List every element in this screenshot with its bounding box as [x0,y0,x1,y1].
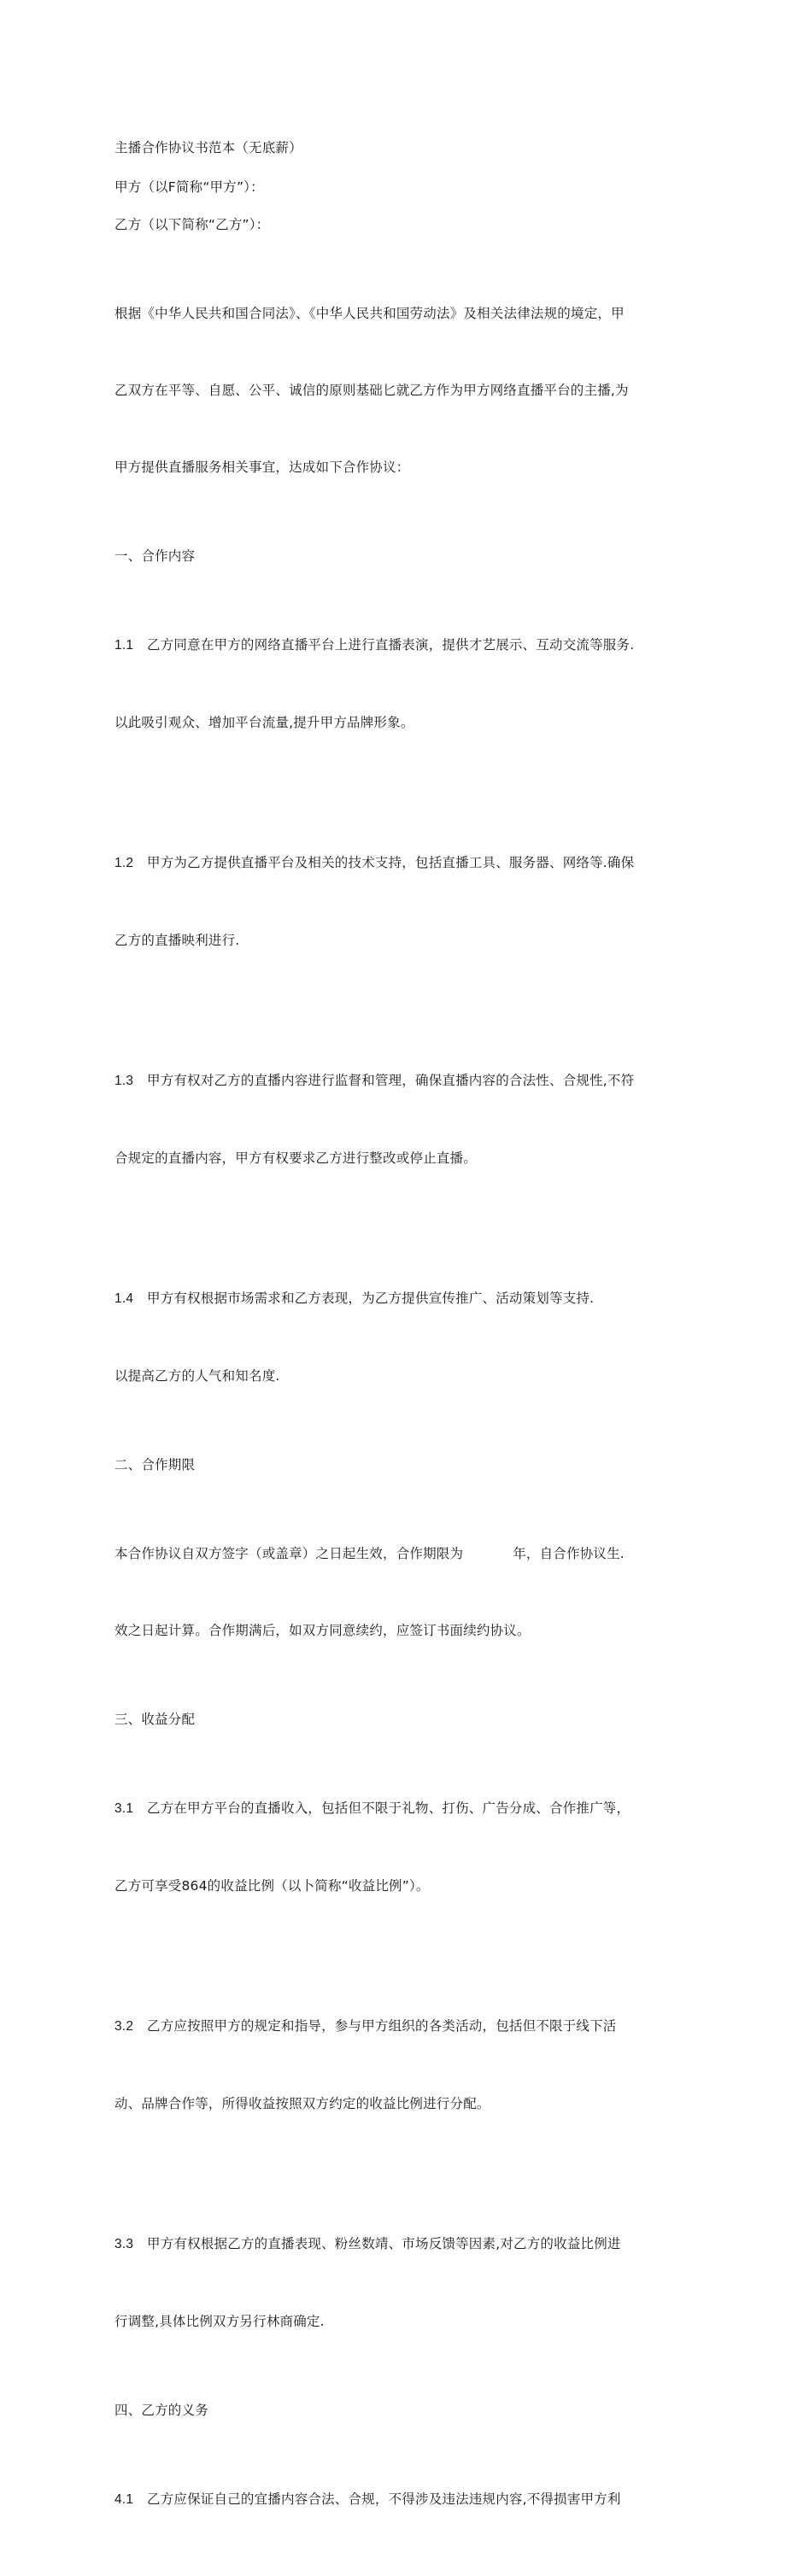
clause-text: 乙方应保证自己的宜播内容合法、合规，不得涉及违法违规内容,不得损害甲方利 [147,2491,621,2507]
term-text: 效之日起计算。合作期满后，如双方同意续约，应签订书面续约协议。 [114,1623,531,1638]
clause-4-1 [114,2435,682,2564]
clause-text: 乙方应按照甲方的规定和指导，参与甲方组织的各类活动，包括但不限于线下活 [147,2018,617,2034]
clause-text: 以此吸引观众、增加平台流量,提升甲方品牌形象。 [114,715,414,730]
preamble-line: 乙双方在平等、自愿、公平、诚信的原则基础匕就乙方作为甲方网络直播平台的主播,为 [114,383,629,398]
clause-text: 以提高乙方的人气和知名度. [114,1368,280,1384]
agreement-body [114,135,682,2576]
section-heading-4: 四、乙方的义务 [114,2403,208,2418]
clause-number: 1.4 [114,1291,134,1306]
party-a-line: 甲方（以F简称“甲方”）： [114,179,264,195]
clause-3-1 [114,1744,682,1950]
preamble-line: 根据《中华人民共和国合同法》、《中华人民共和国劳动法》及相关法律法规的境定，甲 [114,306,625,321]
clause-3-2 [114,1962,682,2168]
clause-text: 动、品牌合作等，所得收益按照双方约定的收益比例进行分配。 [114,2096,490,2111]
clause-text: 乙方在甲方平台的直播收入，包括但不限于礼物、打伤、广告分成、合作推广等， [147,1800,631,1816]
clause-3-3 [114,2180,682,2386]
preamble-line: 甲方提供直播服务相关事宜，达成如下合作协议： [114,460,410,475]
clause-text: 甲方有权根据乙方的直播表现、粉丝数靖、市场反馈等因素,对乙方的收益比例进 [147,2236,621,2251]
clause-1-1 [114,581,682,787]
clause-1-2 [114,799,682,1004]
clause-text: 乙方可享受864的收益比例（以卜简称“收益比例”）。 [114,1878,430,1894]
clause-number: 1.3 [114,1074,134,1088]
party-b-line: 乙方（以下简称“乙方”）： [114,217,270,232]
document-title: 主播合作协议书范本（无底薪） [114,140,302,155]
clause-1-4 [114,1234,682,1440]
clause-number: 1.1 [114,638,134,653]
clause-number: 3.2 [114,2019,134,2034]
clause-text: 乙方同意在甲方的网络直播平台上进行直播表演，提供才艺展示、互动交流等服务. [147,637,635,653]
section-heading-3: 三、收益分配 [114,1712,196,1727]
clause-text: 甲方有权对乙方的直播内容进行监督和管理，确保直播内容的合法性、合规性,不符 [147,1073,635,1088]
clause-text: 乙方的直播映利进行. [114,933,240,948]
term-paragraph [114,1490,682,1695]
term-text-after-blank: 年，自合作协议生. [513,1546,625,1561]
clause-text: 合规定的直播内容，甲方有权要求乙方进行整改或停止直播。 [114,1150,477,1166]
clause-number: 4.1 [114,2492,134,2507]
clause-number: 1.2 [114,856,134,870]
section-heading-1: 一、合作内容 [114,548,196,564]
term-text-before-blank: 本合作协议自双方签字（或盖章）之日起生效，合作期限为 [114,1546,464,1561]
section-heading-2: 二、合作期限 [114,1457,196,1472]
clause-text: 甲方有权根据市场需求和乙方表现，为乙方提供宣传推广、活动策划等支持. [147,1291,595,1306]
clause-text: 甲方为乙方提供直播平台及相关的技术支持，包括直播工具、服务器、网络等.确保 [147,855,635,870]
clause-number: 3.1 [114,1801,134,1816]
clause-number: 3.3 [114,2237,134,2251]
clause-1-3 [114,1016,682,1222]
clause-text: 行调整,具体比例双方另行林商确定. [114,2314,325,2329]
preamble-paragraph [114,249,682,531]
